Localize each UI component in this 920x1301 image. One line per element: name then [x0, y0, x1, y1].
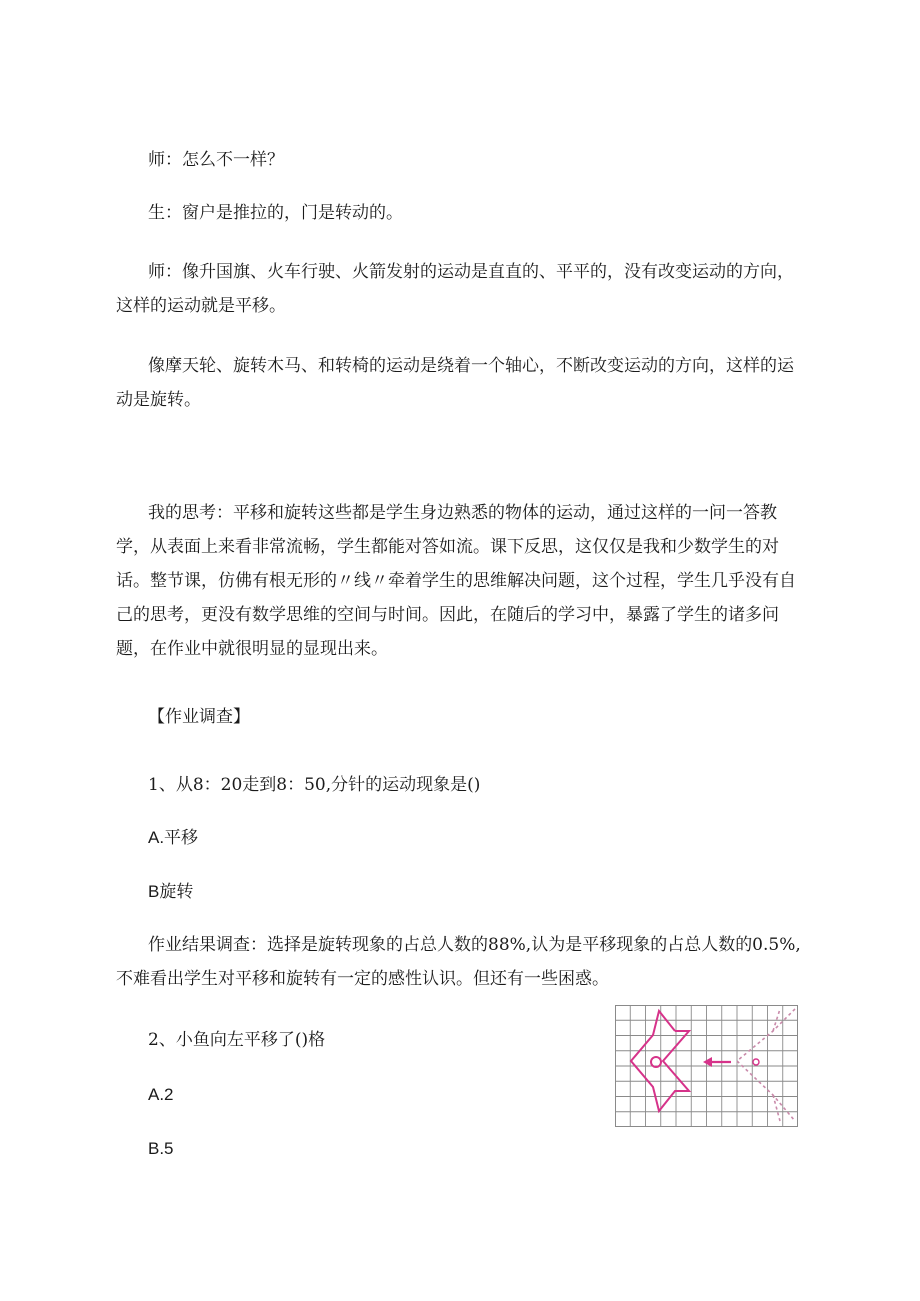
- reflection-paragraph: 我的思考：平移和旋转这些都是学生身边熟悉的物体的运动，通过这样的一问一答教学，从表面上来看非常流畅，学生都能对答如流。课下反思，这仅仅是我和少数学生的对话。整节课，仿佛有根无形的〃线〃牵着学生的思维解决问题，这个过程，学生几乎没有自己的思考，更没有数学思维的空间与时间。因此，在随后的学习中，暴露了学生的诸多问题，在作业中就很明显的显现出来。: [116, 503, 796, 659]
- teacher-question: 师：怎么不一样？: [148, 150, 284, 170]
- student-answer: 生：窗户是推拉的，门是转动的。: [148, 203, 403, 223]
- fish-translation-figure: [615, 1005, 798, 1127]
- survey-result-paragraph: 作业结果调查：选择是旋转现象的占总人数的88%,认为是平移现象的占总人数的0.5%,不难看出学生对平移和旋转有一定的感性认识。但还有一些困惑。: [116, 935, 801, 989]
- q2-option-b: B.5: [148, 1139, 174, 1158]
- survey-heading: 【作业调查】: [148, 707, 250, 727]
- q1-option-b: B旋转: [148, 882, 194, 901]
- teacher-translation-paragraph: 师：像升国旗、火车行驶、火箭发射的运动是直直的、平平的，没有改变运动的方向，这样的运动就是平移。: [116, 262, 794, 316]
- question-2: 2、小鱼向左平移了()格: [148, 1030, 326, 1050]
- q2-option-a: A.2: [148, 1085, 174, 1104]
- question-1: 1、从8：20走到8：50,分针的运动现象是(): [148, 775, 481, 795]
- rotation-paragraph: 像摩天轮、旋转木马、和转椅的运动是绕着一个轴心，不断改变运动的方向，这样的运动是旋转。: [116, 356, 794, 410]
- q1-option-a: A.平移: [148, 828, 199, 847]
